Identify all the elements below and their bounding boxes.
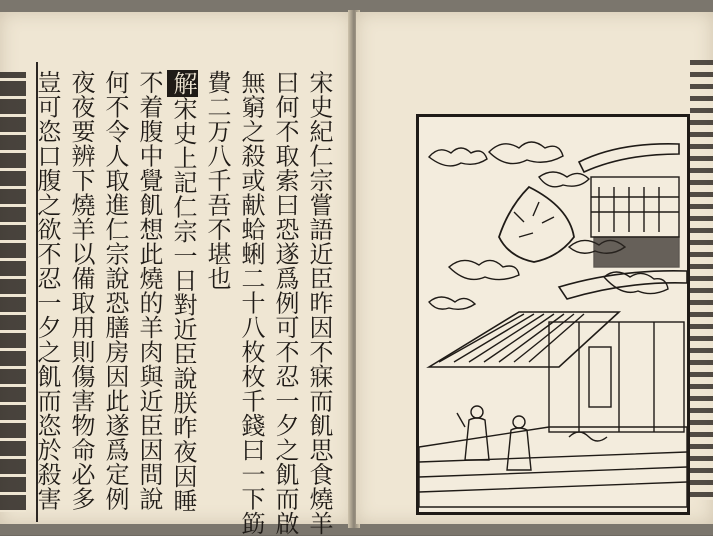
tree-canopy xyxy=(499,187,574,262)
cloud-3 xyxy=(539,172,589,187)
text-column-6: 不着腹中覺飢想此燒的羊肉與近臣因問說 xyxy=(135,70,163,511)
cloud-4 xyxy=(449,260,519,279)
text-column-2: 曰何不取索曰恐遂爲例可不忍一夕之飢而啟 xyxy=(271,70,299,536)
hall-wall xyxy=(549,322,684,432)
text-column-4: 費二万八千吾不堪也 xyxy=(203,70,231,291)
courtyard-floor xyxy=(419,427,687,507)
text-column-1: 宋史紀仁宗嘗語近臣昨因不寐而飢思食燒羊 xyxy=(305,70,333,536)
text-column-7: 何不令人取進仁宗說恐膳房因此遂爲定例 xyxy=(101,70,129,511)
text-columns xyxy=(33,70,334,536)
pagoda-lower-roof xyxy=(559,271,687,299)
right-page-edge-ornament xyxy=(690,60,713,500)
left-page xyxy=(0,12,352,536)
cloud-5 xyxy=(429,297,475,309)
cloud-1 xyxy=(429,148,487,166)
figure-left xyxy=(457,406,489,460)
pagoda-roof xyxy=(579,144,679,172)
cloud-2 xyxy=(489,142,563,164)
woodblock-illustration xyxy=(416,114,690,515)
text-column-9: 豈可恣口腹之欲不忍一夕之飢而恣於殺害 xyxy=(33,70,61,511)
figure-right xyxy=(507,416,531,470)
text-column-5: 解宋史上記仁宗一日對近臣說朕昨夜因睡 xyxy=(169,71,197,513)
illustration-drawing xyxy=(419,117,687,512)
left-page-edge-ornament xyxy=(0,72,26,512)
smoke-curl xyxy=(569,432,607,441)
commentary-marker: 解 xyxy=(169,71,197,96)
text-column-3: 無窮之殺或献蛤蜊二十八枚枚千錢曰一下筯 xyxy=(237,70,265,536)
text-column-8: 夜夜要辨下燒羊以備取用則傷害物命必多 xyxy=(67,70,95,511)
pagoda-upper-floor xyxy=(591,177,679,237)
